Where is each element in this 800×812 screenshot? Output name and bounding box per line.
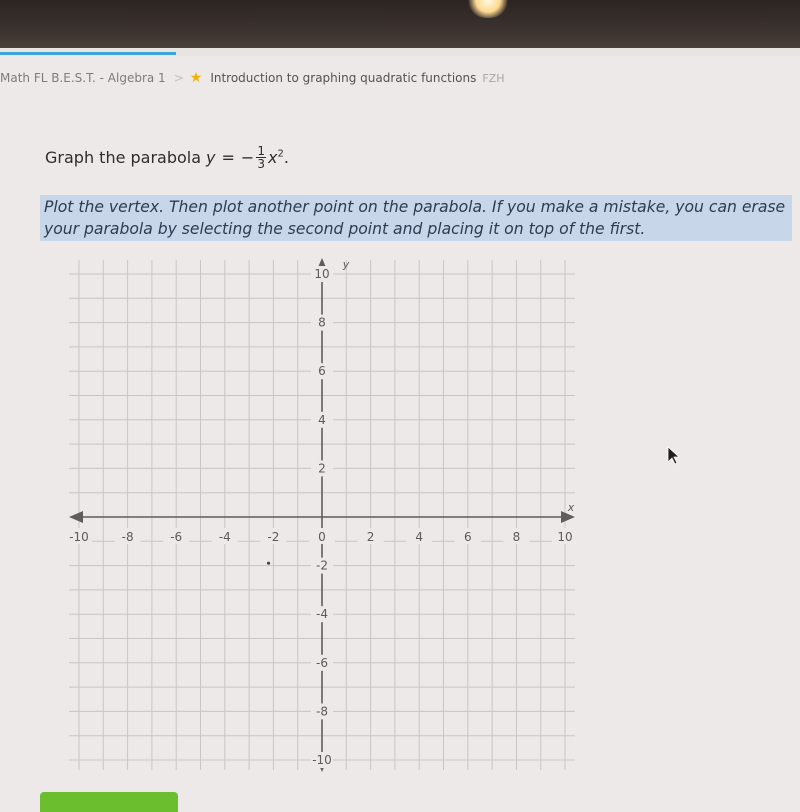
plotted-dot xyxy=(267,562,270,565)
equation-x: x xyxy=(267,147,278,167)
x-axis-name: x xyxy=(567,501,575,514)
x-tick-label: 10 xyxy=(557,530,573,544)
x-tick-label: -2 xyxy=(267,530,280,544)
y-tick-label: 2 xyxy=(318,461,326,476)
equation-equals: = xyxy=(221,147,235,167)
y-tick-label: -6 xyxy=(316,655,328,670)
x-tick-label: 4 xyxy=(415,530,424,544)
x-axis-arrow-left-icon xyxy=(69,511,83,523)
equation-y: y xyxy=(206,147,216,167)
breadcrumb-skill-title: Introduction to graphing quadratic functions xyxy=(210,71,477,85)
breadcrumb-course-link[interactable]: Math FL B.E.S.T. - Algebra 1 xyxy=(0,71,166,85)
x-tick-label: -6 xyxy=(170,530,183,544)
x-tick-label: 2 xyxy=(366,530,375,544)
instructions-text: Plot the vertex. Then plot another point on the parabola. If you make a mistake, you can erase your parabola by selecting the second point and placing it on top of the first. xyxy=(40,195,792,241)
y-tick-label: -10 xyxy=(312,753,332,767)
equation-minus: − xyxy=(240,147,255,167)
y-tick-label: 6 xyxy=(318,364,326,379)
y-tick-label: -4 xyxy=(316,607,328,622)
y-tick-label: -2 xyxy=(316,558,328,573)
star-icon: ★ xyxy=(189,70,203,86)
fraction-denominator: 3 xyxy=(257,156,265,171)
y-tick-label: 4 xyxy=(318,412,326,427)
question-text: Graph the parabola xyxy=(45,147,202,167)
skill-code: FZH xyxy=(482,72,505,85)
x-tick-label: 6 xyxy=(463,530,472,544)
fraction-numerator: 1 xyxy=(257,143,265,158)
y-tick-label: -8 xyxy=(316,704,328,719)
x-tick-label: -4 xyxy=(218,530,231,544)
x-tick-label: -8 xyxy=(121,530,134,544)
y-axis-name: y xyxy=(342,258,350,271)
equation-exponent: 2 xyxy=(277,148,284,160)
chevron-right-icon: > xyxy=(173,71,184,85)
x-tick-label: -10 xyxy=(69,530,89,544)
mouse-cursor-icon xyxy=(667,446,681,466)
equation-period: . xyxy=(283,147,289,167)
submit-button[interactable] xyxy=(40,792,178,812)
x-tick-label: 8 xyxy=(512,530,521,544)
x-tick-label: 0 xyxy=(318,530,326,544)
y-tick-label: 10 xyxy=(314,267,330,281)
y-tick-label: 8 xyxy=(318,315,326,330)
axes xyxy=(69,258,575,772)
